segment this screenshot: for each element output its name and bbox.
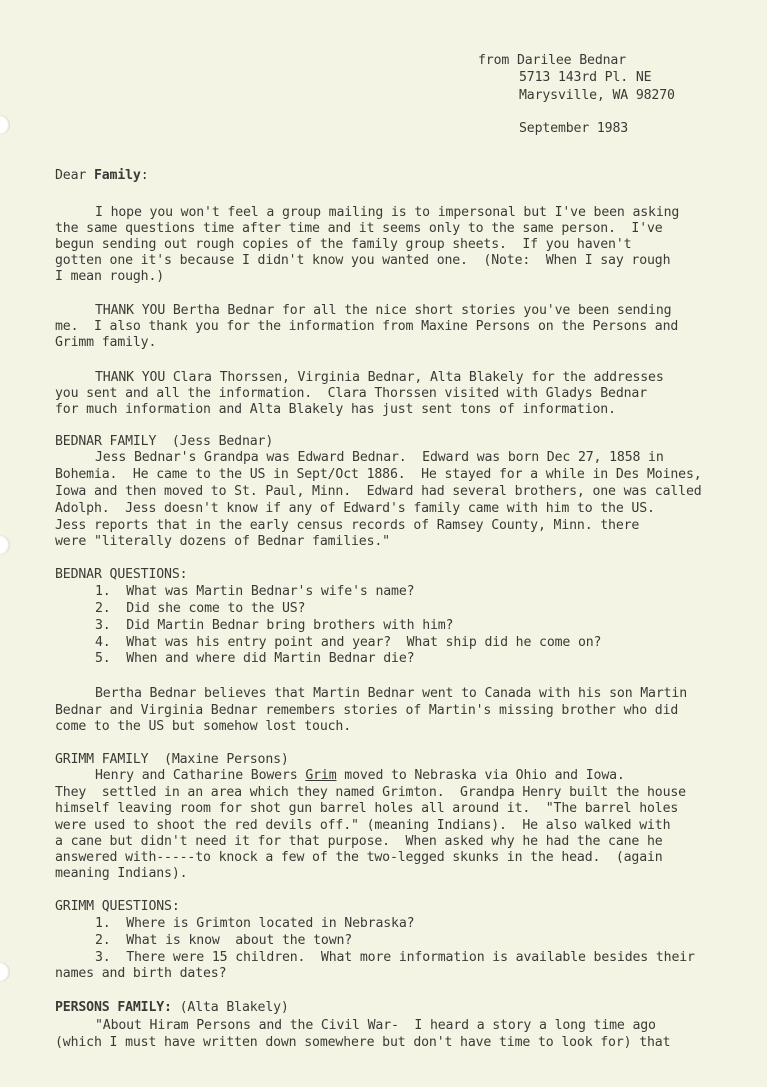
section-heading: BEDNAR QUESTIONS:: [55, 567, 188, 582]
text-line: Grimm family.: [55, 335, 157, 350]
section-heading: BEDNAR FAMILY (Jess Bednar): [55, 434, 274, 449]
greeting-colon: :: [140, 168, 149, 183]
greeting-family: Family: [93, 168, 141, 183]
text-line: me. I also thank you for the information from Maxine Persons on the Persons and: [55, 319, 679, 334]
text-line: THANK YOU Bertha Bednar for all the nice short stories you've been sending: [95, 303, 672, 318]
question-item: [95, 916, 414, 932]
question-item: [95, 635, 601, 651]
question-item: [95, 584, 414, 600]
text-line: THANK YOU Clara Thorssen, Virginia Bednar, Alta Blakely for the addresses: [95, 370, 664, 385]
text-line: Bertha Bednar believes that Martin Bednar went to Canada with his son Martin: [95, 686, 688, 701]
question-number: 2.: [95, 601, 111, 616]
question-number: 5.: [95, 651, 111, 666]
text-line: for much information and Alta Blakely has just sent tons of information.: [55, 402, 616, 417]
text-span: Henry and Catharine Bowers: [95, 768, 306, 783]
question-text: There were 15 children. What more information is available besides their: [126, 950, 695, 965]
text-line: were used to shoot the red devils off." (meaning Indians). He also walked with: [55, 818, 671, 833]
question-item: [95, 618, 453, 634]
question-number: 4.: [95, 635, 111, 650]
section-heading-label: PERSONS FAMILY:: [55, 1000, 172, 1015]
text-line: Bednar and Virginia Bednar remembers stories of Martin's missing brother who did: [55, 703, 679, 718]
text-span: moved to Nebraska via Ohio and Iowa.: [336, 768, 625, 783]
text-line: you sent and all the information. Clara Thorssen visited with Gladys Bednar: [55, 386, 648, 401]
text-line: Iowa and then moved to St. Paul, Minn. Edward had several brothers, one was called: [55, 484, 702, 499]
section-heading: GRIMM FAMILY (Maxine Persons): [55, 752, 289, 767]
question-text: When and where did Martin Bednar die?: [126, 651, 415, 666]
text-line: (which I must have written down somewhere but don't have time to look for) that: [55, 1035, 671, 1050]
text-line: answered with-----to knock a few of the two-legged skunks in the head. (again: [55, 850, 663, 865]
section-heading-source: (Alta Blakely): [171, 1000, 289, 1015]
punch-hole: [0, 962, 10, 982]
sender-street: 5713 143rd Pl. NE: [519, 70, 652, 85]
text-line: come to the US but somehow lost touch.: [55, 719, 352, 734]
text-line: Bohemia. He came to the US in Sept/Oct 1886. He stayed for a while in Des Moines,: [55, 467, 702, 482]
section-heading: [55, 1000, 289, 1016]
question-text: What was his entry point and year? What ship did he come on?: [126, 635, 602, 650]
question-text: Did Martin Bednar bring brothers with him?: [126, 618, 454, 633]
text-line: Jess reports that in the early census records of Ramsey County, Minn. there: [55, 518, 640, 533]
letter-date: September 1983: [519, 121, 629, 136]
sender-name: from Darilee Bednar: [478, 53, 627, 68]
question-text: Where is Grimton located in Nebraska?: [126, 916, 415, 931]
text-line: begun sending out rough copies of the family group sheets. If you haven't: [55, 237, 632, 252]
text-line: Jess Bednar's Grandpa was Edward Bednar. Edward was born Dec 27, 1858 in: [95, 450, 664, 465]
greeting-prefix: Dear: [55, 168, 94, 183]
text-line: [95, 768, 625, 784]
text-line: "About Hiram Persons and the Civil War- I heard a story a long time ago: [95, 1018, 656, 1033]
question-text: What is know about the town?: [126, 933, 353, 948]
question-continuation: names and birth dates?: [55, 966, 227, 981]
question-item: [95, 933, 352, 949]
text-line: himself leaving room for shot gun barrel holes all around it. "The barrel holes: [55, 801, 679, 816]
sender-city: Marysville, WA 98270: [519, 88, 675, 103]
question-text: What was Martin Bednar's wife's name?: [126, 584, 415, 599]
text-line: Adolph. Jess doesn't know if any of Edward's family came with him to the US.: [55, 501, 655, 516]
greeting: [55, 168, 149, 184]
text-line: gotten one it's because I didn't know you wanted one. (Note: When I say rough: [55, 253, 671, 268]
text-line: the same questions time after time and it seems only to the same person. I've: [55, 221, 663, 236]
question-number: 3.: [95, 950, 111, 965]
question-text: Did she come to the US?: [126, 601, 306, 616]
text-line: were "literally dozens of Bednar families.": [55, 534, 390, 549]
question-item: [95, 651, 414, 667]
question-number: 3.: [95, 618, 111, 633]
section-heading: GRIMM QUESTIONS:: [55, 899, 180, 914]
punch-hole: [0, 535, 10, 555]
text-line: meaning Indians).: [55, 866, 188, 881]
punch-hole: [0, 115, 10, 135]
question-item: [95, 950, 695, 966]
text-line: They settled in an area which they named Grimton. Grandpa Henry built the house: [55, 785, 686, 800]
underlined-surname: Grim: [305, 768, 337, 783]
question-number: 1.: [95, 916, 111, 931]
text-line: a cane but didn't need it for that purpose. When asked why he had the cane he: [55, 834, 663, 849]
question-item: [95, 601, 305, 617]
text-line: I hope you won't feel a group mailing is to impersonal but I've been asking: [95, 205, 680, 220]
text-line: I mean rough.): [55, 269, 165, 284]
question-number: 2.: [95, 933, 111, 948]
question-number: 1.: [95, 584, 111, 599]
